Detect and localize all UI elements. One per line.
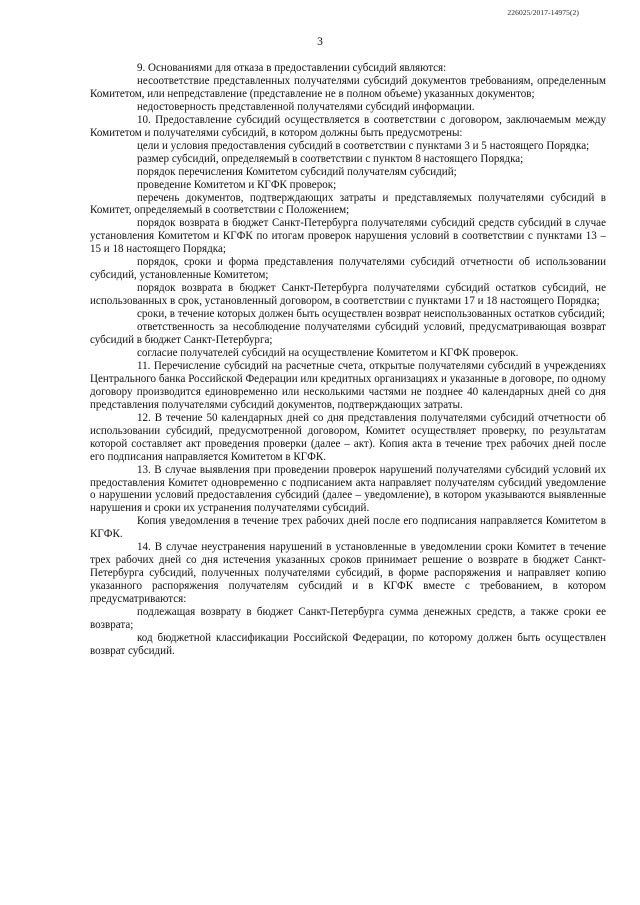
paragraph: 12. В течение 50 календарных дней со дня представления получателями субсидий отчетности об использовании субсидий, предусмотренной договором, Комитет осуществляет проверку, по результатам которой составляет акт проведения проверки (далее – акт). Копия акта в течение трех рабочих дней после его подписания направляется Комитетом в КГФК. (90, 411, 606, 463)
paragraph: 14. В случае неустранения нарушений в установленные в уведомлении сроки Комитет в течение трех рабочих дней со дня истечения указанных сроков принимает решение о возврате в бюджет Санкт-Петербурга субсидий, полученных получателями субсидий, в форме распоряжения и направляет копию указанного распоряжения получателям субсидий и в КГФК вместе с требованием, в котором предусматриваются: (90, 541, 606, 606)
paragraph: порядок возврата в бюджет Санкт-Петербурга получателями субсидий остатков субсидий, не использованных в срок, установленный договором, в соответствии с пунктами 17 и 18 настоящего Порядка; (90, 282, 606, 308)
paragraph: 13. В случае выявления при проведении проверок нарушений получателями субсидий условий их предоставления Комитет одновременно с подписанием акта направляет получателям субсидий уведомление о нарушении условий предоставления субсидий (далее – уведомление), в котором указываются выявленные нарушения и сроки их устранения получателями субсидий. (90, 463, 606, 515)
paragraph: порядок возврата в бюджет Санкт-Петербурга получателями субсидий средств субсидий в случае установления Комитетом и КГФК по итогам проверок нарушения условий в соответствии с пунктами 13 – 15 и 18 настоящего Порядка; (90, 217, 606, 256)
paragraph: перечень документов, подтверждающих затраты и представляемых получателями субсидий в Комитет, определяемый в соответствии с Положением; (90, 191, 606, 217)
document-code: 226025/2017-14975(2) (507, 8, 579, 17)
paragraph: несоответствие представленных получателями субсидий документов требованиям, определенным Комитетом, или непредставление (представление не в полном объеме) указанных документов; (90, 74, 606, 100)
paragraph: проведение Комитетом и КГФК проверок; (137, 178, 337, 191)
page-number: 3 (317, 36, 323, 48)
paragraph: код бюджетной классификации Российской Федерации, по которому должен быть осуществлен возврат субсидий. (90, 631, 606, 657)
paragraph: 10. Предоставление субсидий осуществляется в соответствии с договором, заключаемым между Комитетом и получателями субсидий, в котором должны быть предусмотрены: (90, 113, 606, 139)
paragraph: согласие получателей субсидий на осуществление Комитетом и КГФК проверок. (137, 346, 519, 359)
paragraph: порядок перечисления Комитетом субсидий получателям субсидий; (137, 165, 457, 178)
paragraph: недостоверность представленной получателями субсидий информации. (137, 100, 475, 113)
paragraph: сроки, в течение которых должен быть осуществлен возврат неиспользованных остатков субсидий; (137, 308, 605, 321)
paragraph: размер субсидий, определяемый в соответствии с пунктом 8 настоящего Порядка; (137, 152, 524, 165)
paragraph: 11. Перечисление субсидий на расчетные счета, открытые получателями субсидий в учреждениях Центрального банка Российской Федерации или кредитных организациях и указанные в договоре, по одному договору производится единовременно или несколькими частями не позднее 40 календарных дней со дня представления получателями субсидий документов, подтверждающих затраты. (90, 359, 606, 411)
paragraph: Копия уведомления в течение трех рабочих дней после его подписания направляется Комитетом в КГФК. (90, 515, 606, 541)
paragraph: 9. Основаниями для отказа в предоставлении субсидий являются: (137, 62, 447, 74)
paragraph: подлежащая возврату в бюджет Санкт-Петербурга сумма денежных средств, а также сроки ее возврата; (90, 606, 606, 631)
paragraph: порядок, сроки и форма представления получателями субсидий отчетности об использовании субсидий, установленные Комитетом; (90, 256, 606, 282)
paragraph: ответственность за несоблюдение получателями субсидий условий, предусматривающая возврат субсидий в бюджет Санкт-Петербурга; (90, 321, 606, 347)
paragraph: цели и условия предоставления субсидий в соответствии с пунктами 3 и 5 настоящего Порядка; (137, 139, 590, 152)
document-body (90, 62, 606, 658)
